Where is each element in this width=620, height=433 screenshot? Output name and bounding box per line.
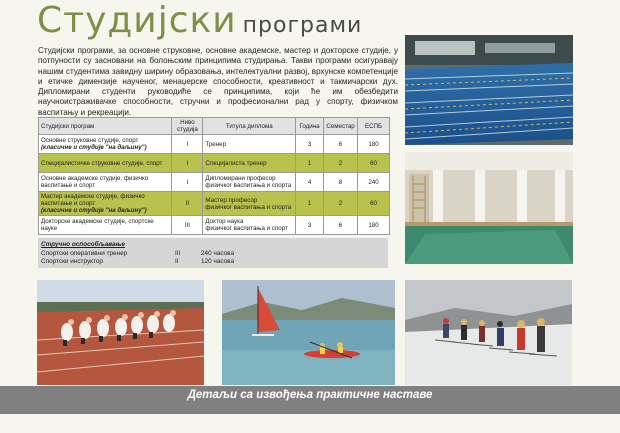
level-cell: I	[172, 135, 203, 154]
intro-paragraph: Студијски програми, за основне струковне, основне академске, мастер и докторске студије, у потпуности су засновани на болоњским принципима студирања. Такви програми осигуравају нашим студентима завидну ширину образовања, интелектуални развој, врхунске компетенције и етичке димензије наученог, менаџерске способности, креативност и такмичарски дух. Дипломирани студенти руководиће се принципима, који ће им обезбедити научноистраживачке способности, стручни и професионални рад у спорту, физичком васпитању и рекреацији.	[38, 46, 398, 117]
page-title-sub: програми	[242, 13, 363, 38]
years-cell: 4	[296, 173, 324, 192]
training-row	[41, 258, 381, 266]
study-programs-table	[38, 117, 390, 235]
degree-title-line2: физичког васпитања и спорт	[205, 225, 288, 232]
ects-cell: 60	[358, 192, 390, 216]
training-name: Спортски оперативни тренер	[41, 250, 128, 257]
program-name: Основне струковне студије, спорт	[41, 137, 139, 144]
semesters-cell: 2	[324, 192, 358, 216]
degree-cell	[203, 216, 296, 235]
table-row	[39, 154, 390, 173]
ski-slope-photo	[405, 280, 572, 385]
level-cell: I	[172, 173, 203, 192]
ects-cell: 240	[358, 173, 390, 192]
program-name: Основне академске студије, физичко васпитање и спорт	[41, 175, 149, 189]
header-degree: Титула диплома	[203, 118, 296, 135]
header-ects: ЕСПБ	[358, 118, 390, 135]
program-cell	[39, 154, 172, 173]
program-note: (класичне и студије "на даљину")	[41, 144, 147, 151]
program-name: Докторске академске студије, спортске науке	[41, 218, 154, 232]
table-row	[39, 216, 390, 235]
level-cell: II	[172, 192, 203, 216]
table-row	[39, 173, 390, 192]
degree-cell	[203, 192, 296, 216]
program-cell	[39, 135, 172, 154]
degree-cell	[203, 135, 296, 154]
years-cell: 1	[296, 192, 324, 216]
page-title	[37, 0, 362, 40]
degree-title-line2: физичког васпитања и спорта	[205, 182, 292, 189]
pool-photo	[405, 35, 573, 145]
training-level: III	[175, 250, 181, 257]
degree-title: Мастер професор	[205, 196, 258, 204]
photo-caption: Детаљи са извођења практичне наставе	[187, 389, 433, 401]
program-cell	[39, 216, 172, 235]
program-cell	[39, 192, 172, 216]
windsurf-kayak-photo	[222, 280, 395, 385]
program-cell	[39, 173, 172, 192]
training-row	[41, 250, 381, 258]
vocational-training-box	[38, 238, 388, 268]
level-cell: III	[172, 216, 203, 235]
degree-cell	[203, 173, 296, 192]
degree-title-line2: физичког васпитања и спорта	[205, 203, 292, 211]
degree-cell	[203, 154, 296, 173]
header-semesters: Семестар	[324, 118, 358, 135]
semesters-cell: 6	[324, 135, 358, 154]
years-cell: 3	[296, 216, 324, 235]
training-hours: 120 часова	[201, 258, 235, 265]
degree-title: Доктор наука	[205, 218, 244, 225]
intro-text	[38, 46, 398, 118]
semesters-cell: 2	[324, 154, 358, 173]
degree-title: Дипломирани професор	[205, 175, 276, 182]
gym-hall-photo	[405, 152, 573, 264]
running-track-photo	[37, 280, 204, 385]
degree-title: Тренер	[205, 140, 227, 148]
header-program: Студијски програм	[39, 118, 172, 135]
years-cell: 1	[296, 154, 324, 173]
table-header-row	[39, 118, 390, 135]
training-level: II	[175, 258, 179, 265]
training-heading: Стручно оспособљавање	[41, 241, 125, 248]
level-cell: I	[172, 154, 203, 173]
ects-cell: 60	[358, 154, 390, 173]
training-hours: 240 часова	[201, 250, 235, 257]
table-row	[39, 192, 390, 216]
degree-title: Специјалиста тренер	[205, 159, 267, 167]
page-title-main: Студијски	[37, 0, 237, 41]
header-level: Ниво студија	[172, 118, 203, 135]
program-name: Специјалистичке струковне студије, спорт	[41, 159, 163, 167]
training-name: Спортски инструктор	[41, 258, 103, 265]
table-row	[39, 135, 390, 154]
program-name: Мастер академске студије, физичко васпитање и спорт	[41, 193, 145, 207]
semesters-cell: 8	[324, 173, 358, 192]
header-years: Година	[296, 118, 324, 135]
years-cell: 3	[296, 135, 324, 154]
semesters-cell: 6	[324, 216, 358, 235]
program-note: (класичне и студије "на даљину")	[41, 207, 147, 214]
ects-cell: 180	[358, 135, 390, 154]
ects-cell: 180	[358, 216, 390, 235]
